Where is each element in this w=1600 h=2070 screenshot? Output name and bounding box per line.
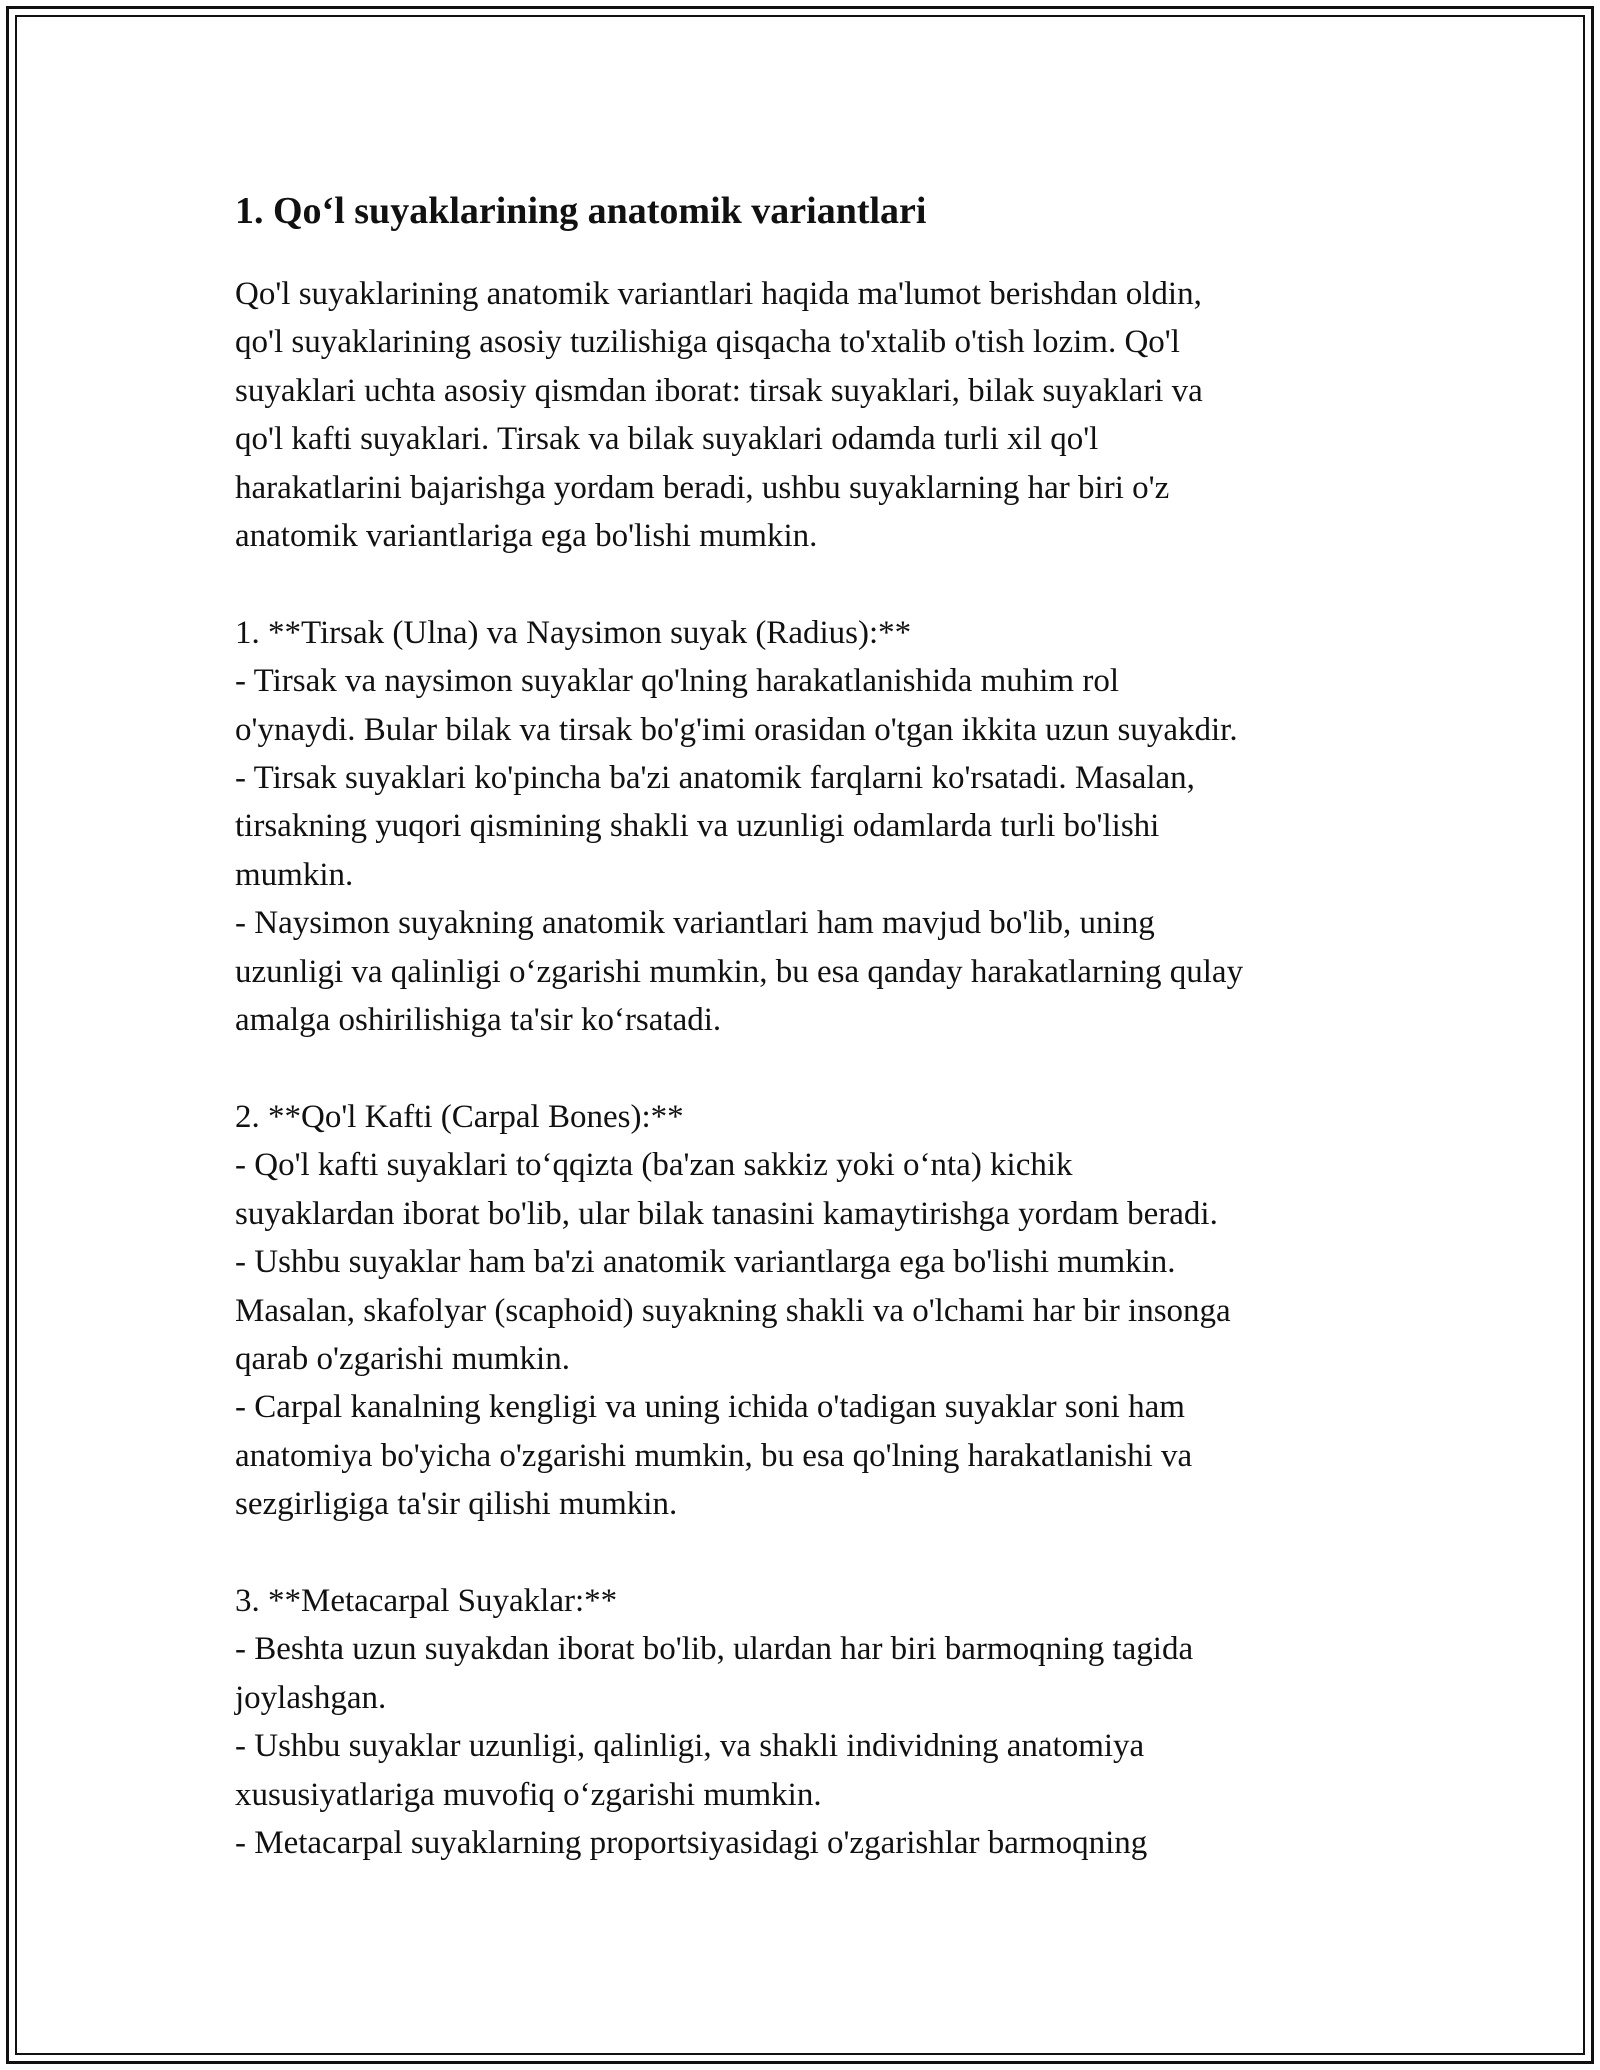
document-title: 1. Qo‘l suyaklarining anatomik variantlari bbox=[235, 190, 927, 232]
list-item: - Tirsak suyaklari ko'pincha ba'zi anatomik farqlarni ko'rsatadi. Masalan, tirsakning yuqori qismining shakli va uzunligi odamlarda turli bo'lishi mumkin. bbox=[235, 760, 1195, 893]
section-heading: 2. **Qo'l Kafti (Carpal Bones):** bbox=[235, 1098, 684, 1135]
list-item: - Tirsak va naysimon suyaklar qo'lning harakatlanishida muhim rol o'ynaydi. Bular bilak va tirsak bo'g'imi orasidan o'tgan ikkita uzun suyakdir. bbox=[235, 663, 1238, 748]
section-metacarpal-bones bbox=[235, 1577, 1365, 1867]
paragraph-spacer bbox=[235, 1044, 1365, 1092]
paragraph-spacer bbox=[235, 1529, 1365, 1577]
list-item: - Naysimon suyakning anatomik variantlari ham mavjud bo'lib, uning uzunligi va qalinligi o‘zgarishi mumkin, bu esa qanday harakatlarning qulay amalga oshirilishiga ta'sir ko‘rsatadi. bbox=[235, 905, 1244, 1039]
section-radius-ulna bbox=[235, 609, 1365, 1045]
list-item: - Ushbu suyaklar uzunligi, qalinligi, va shakli individning anatomiya xususiyatlariga muvofiq o‘zgarishi mumkin. bbox=[235, 1728, 1145, 1813]
document-body bbox=[235, 185, 1365, 1867]
list-item: - Beshta uzun suyakdan iborat bo'lib, ulardan har biri barmoqning tagida joylashgan. bbox=[235, 1631, 1194, 1716]
list-item: - Carpal kanalning kengligi va uning ichida o'tadigan suyaklar soni ham anatomiya bo'yicha o'zgarishi mumkin, bu esa qo'lning harakatlanishi va sezgirligiga ta'sir qilishi mumkin. bbox=[235, 1389, 1193, 1523]
paragraph-spacer bbox=[235, 560, 1365, 608]
section-heading: 3. **Metacarpal Suyaklar:** bbox=[235, 1582, 618, 1619]
list-item: - Ushbu suyaklar ham ba'zi anatomik variantlarga ega bo'lishi mumkin. Masalan, skafolyar (scaphoid) suyakning shakli va o'lchami har bir insonga qarab o'zgarishi mumkin. bbox=[235, 1244, 1231, 1377]
section-carpal-bones bbox=[235, 1093, 1365, 1529]
intro-paragraph: Qo'l suyaklarining anatomik variantlari haqida ma'lumot berishdan oldin, qo'l suyaklarining asosiy tuzilishiga qisqacha to'xtalib o'tish lozim. Qo'l suyaklari uchta asosiy qismdan iborat: tirsak suyaklari, bilak suyaklari va qo'l kafti suyaklari. Tirsak va bilak suyaklari odamda turli xil qo'l harakatlarini bajarishga yordam beradi, ushbu suyaklarning har biri o'z anatomik variantlariga ega bo'lishi mumkin. bbox=[235, 276, 1203, 555]
list-item: - Qo'l kafti suyaklari to‘qqizta (ba'zan sakkiz yoki o‘nta) kichik suyaklardan iborat bo'lib, ular bilak tanasini kamaytirishga yordam beradi. bbox=[235, 1147, 1218, 1232]
section-heading: 1. **Tirsak (Ulna) va Naysimon suyak (Radius):** bbox=[235, 614, 912, 651]
list-item: - Metacarpal suyaklarning proportsiyasidagi o'zgarishlar barmoqning bbox=[235, 1824, 1148, 1861]
